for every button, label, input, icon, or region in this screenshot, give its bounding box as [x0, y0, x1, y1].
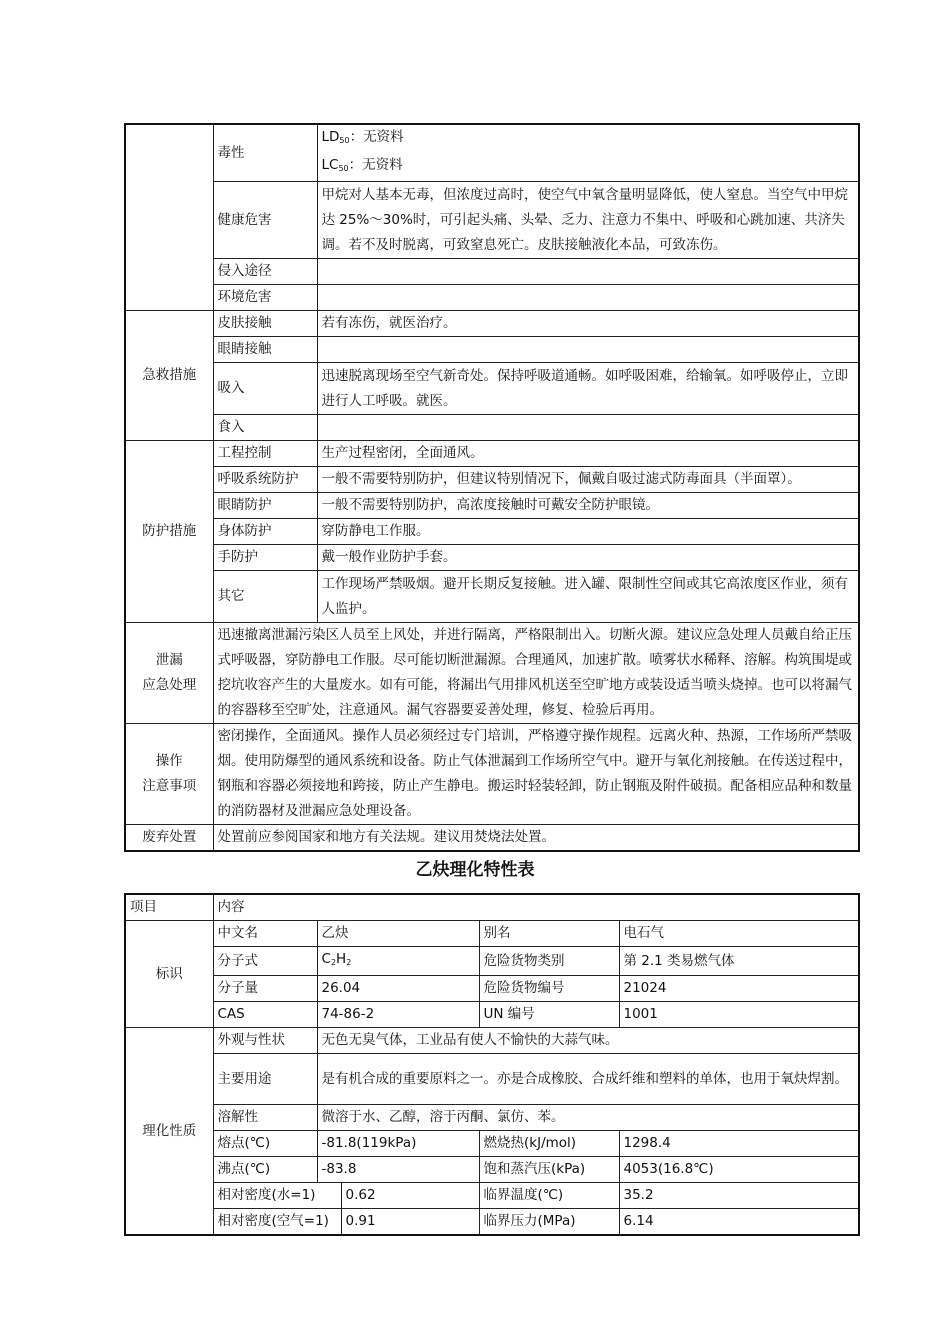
hazard-no-value: 21024 — [619, 976, 859, 1002]
rd-water-label: 相对密度(水=1) — [213, 1183, 341, 1209]
firstaid-value: 迅速脱离现场至空气新奇处。保持呼吸道通畅。如呼吸困难，给输氧。如呼吸停止，立即进行人工呼吸。就医。 — [317, 363, 859, 415]
health-hazard-label: 健康危害 — [213, 182, 317, 259]
solubility-value: 微溶于水、乙醇，溶于丙酮、氯仿、苯。 — [317, 1105, 859, 1131]
firstaid-value — [317, 337, 859, 363]
firstaid-row — [125, 337, 859, 363]
protect-value: 一般不需要特别防护，但建议特别情况下，佩戴自吸过滤式防毒面具（半面罩）。 — [317, 467, 859, 493]
ld50-line: $LD_{50}$：无资料 — [321, 129, 404, 145]
ident-category: 标识 — [125, 921, 213, 1028]
ident-row — [125, 976, 859, 1002]
hazard-no-label: 危险货物编号 — [479, 976, 619, 1002]
firstaid-row — [125, 311, 859, 337]
protect-category: 防护措施 — [125, 441, 213, 623]
mp-label: 熔点(℃) — [213, 1131, 317, 1157]
leak-row — [125, 623, 859, 724]
cp-value: 6.14 — [619, 1209, 859, 1236]
mp-value: -81.8(119kPa) — [317, 1131, 479, 1157]
disposal-category: 废弃处置 — [125, 825, 213, 852]
header-item: 项目 — [125, 894, 213, 921]
toxicity-label: 毒性 — [213, 124, 317, 182]
firstaid-label: 吸入 — [213, 363, 317, 415]
protect-row — [125, 545, 859, 571]
handling-value: 密闭操作，全面通风。操作人员必须经过专门培训，严格遵守操作规程。远离火种、热源，工作场所严禁吸烟。使用防爆型的通风系统和设备。防止气体泄漏到工作场所空气中。避开与氧化剂接触。在传送过程中，钢瓶和容器必须接地和跨接，防止产生静电。搬运时轻装轻卸，防止钢瓶及附件破损。配备相应品种和数量的消防器材及泄漏应急处理设备。 — [213, 724, 859, 825]
ct-label: 临界温度(℃) — [479, 1183, 619, 1209]
protect-row — [125, 571, 859, 623]
env-hazard-row — [125, 285, 859, 311]
route-row — [125, 259, 859, 285]
un-label: UN 编号 — [479, 1002, 619, 1028]
health-hazard-row — [125, 182, 859, 259]
firstaid-row — [125, 363, 859, 415]
firstaid-label: 眼睛接触 — [213, 337, 317, 363]
ident-row — [125, 947, 859, 976]
alias-value: 电石气 — [619, 921, 859, 947]
protect-label: 身体防护 — [213, 519, 317, 545]
header-content: 内容 — [213, 894, 859, 921]
cas-label: CAS — [213, 1002, 317, 1028]
use-label: 主要用途 — [213, 1054, 317, 1105]
protect-value: 工作现场严禁吸烟。避开长期反复接触。进入罐、限制性空间或其它高浓度区作业，须有人监护。 — [317, 571, 859, 623]
cp-label: 临界压力(MPa) — [479, 1209, 619, 1236]
firstaid-row — [125, 415, 859, 441]
handling-category: 操作 注意事项 — [125, 724, 213, 825]
props-row — [125, 1131, 859, 1157]
alias-label: 别名 — [479, 921, 619, 947]
toxicity-value — [317, 124, 859, 182]
protect-label: 眼睛防护 — [213, 493, 317, 519]
header-row — [125, 894, 859, 921]
methane-safety-table — [124, 123, 860, 852]
disposal-value: 处置前应参阅国家和地方有关法规。建议用焚烧法处置。 — [213, 825, 859, 852]
cas-value: 74-86-2 — [317, 1002, 479, 1028]
ident-row — [125, 921, 859, 947]
env-hazard-label: 环境危害 — [213, 285, 317, 311]
hazard-category-cell — [125, 124, 213, 311]
protect-row — [125, 441, 859, 467]
rd-water-value: 0.62 — [341, 1183, 479, 1209]
route-label: 侵入途径 — [213, 259, 317, 285]
protect-label: 工程控制 — [213, 441, 317, 467]
hazard-class-label: 危险货物类别 — [479, 947, 619, 976]
firstaid-label: 皮肤接触 — [213, 311, 317, 337]
heat-label: 燃烧热(kJ/mol) — [479, 1131, 619, 1157]
protect-row — [125, 493, 859, 519]
protect-value: 戴一般作业防护手套。 — [317, 545, 859, 571]
firstaid-category: 急救措施 — [125, 311, 213, 441]
mw-label: 分子量 — [213, 976, 317, 1002]
rd-air-label: 相对密度(空气=1) — [213, 1209, 341, 1236]
protect-value: 穿防静电工作服。 — [317, 519, 859, 545]
props-row — [125, 1209, 859, 1236]
toxicity-row — [125, 124, 859, 182]
appearance-value: 无色无臭气体，工业品有使人不愉快的大蒜气味。 — [317, 1028, 859, 1054]
protect-value: 生产过程密闭，全面通风。 — [317, 441, 859, 467]
firstaid-value: 若有冻伤，就医治疗。 — [317, 311, 859, 337]
bp-label: 沸点(℃) — [213, 1157, 317, 1183]
un-value: 1001 — [619, 1002, 859, 1028]
props-row — [125, 1054, 859, 1105]
mw-value: 26.04 — [317, 976, 479, 1002]
lc50-line: $LC_{50}$：无资料 — [321, 157, 403, 173]
cn-name-value: 乙炔 — [317, 921, 479, 947]
ct-value: 35.2 — [619, 1183, 859, 1209]
appearance-label: 外观与性状 — [213, 1028, 317, 1054]
props-row — [125, 1105, 859, 1131]
hazard-class-value: 第 2.1 类易燃气体 — [619, 947, 859, 976]
ident-row — [125, 1002, 859, 1028]
protect-label: 其它 — [213, 571, 317, 623]
leak-value: 迅速撤离泄漏污染区人员至上风处，并进行隔离，严格限制出入。切断火源。建议应急处理人员戴自给正压式呼吸器，穿防静电工作服。尽可能切断泄漏源。合理通风，加速扩散。喷雾状水稀释、溶解。构筑围堤或挖坑收容产生的大量废水。如有可能，将漏出气用排风机送至空旷地方或装设适当喷头烧掉。也可以将漏气的容器移至空旷处，注意通风。漏气容器要妥善处理，修复、检验后再用。 — [213, 623, 859, 724]
protect-value: 一般不需要特别防护，高浓度接触时可戴安全防护眼镜。 — [317, 493, 859, 519]
env-hazard-value — [317, 285, 859, 311]
firstaid-value — [317, 415, 859, 441]
solubility-label: 溶解性 — [213, 1105, 317, 1131]
cn-name-label: 中文名 — [213, 921, 317, 947]
props-row — [125, 1028, 859, 1054]
handling-row — [125, 724, 859, 825]
formula-label: 分子式 — [213, 947, 317, 976]
route-value — [317, 259, 859, 285]
acetylene-properties-table — [124, 893, 860, 1236]
protect-row — [125, 467, 859, 493]
disposal-row — [125, 825, 859, 852]
protect-label: 呼吸系统防护 — [213, 467, 317, 493]
heat-value: 1298.4 — [619, 1131, 859, 1157]
acetylene-table-title: 乙炔理化特性表 — [415, 860, 535, 880]
rd-air-value: 0.91 — [341, 1209, 479, 1236]
bp-value: -83.8 — [317, 1157, 479, 1183]
firstaid-label: 食入 — [213, 415, 317, 441]
use-value: 是有机合成的重要原料之一。亦是合成橡胶、合成纤维和塑料的单体，也用于氧炔焊割。 — [317, 1054, 859, 1105]
health-hazard-value: 甲烷对人基本无毒，但浓度过高时，使空气中氧含量明显降低，使人窒息。当空气中甲烷达 25%～30%时，可引起头痛、头晕、乏力、注意力不集中、呼吸和心跳加速、共济失调。若不及时脱离，可致窒息死亡。皮肤接触液化本品，可致冻伤。 — [317, 182, 859, 259]
props-row — [125, 1157, 859, 1183]
protect-row — [125, 519, 859, 545]
vp-label: 饱和蒸汽压(kPa) — [479, 1157, 619, 1183]
leak-category: 泄漏 应急处理 — [125, 623, 213, 724]
protect-label: 手防护 — [213, 545, 317, 571]
props-category: 理化性质 — [125, 1028, 213, 1236]
props-row — [125, 1183, 859, 1209]
formula-value: $C_2H_2$ — [317, 947, 479, 976]
vp-value: 4053(16.8℃) — [619, 1157, 859, 1183]
